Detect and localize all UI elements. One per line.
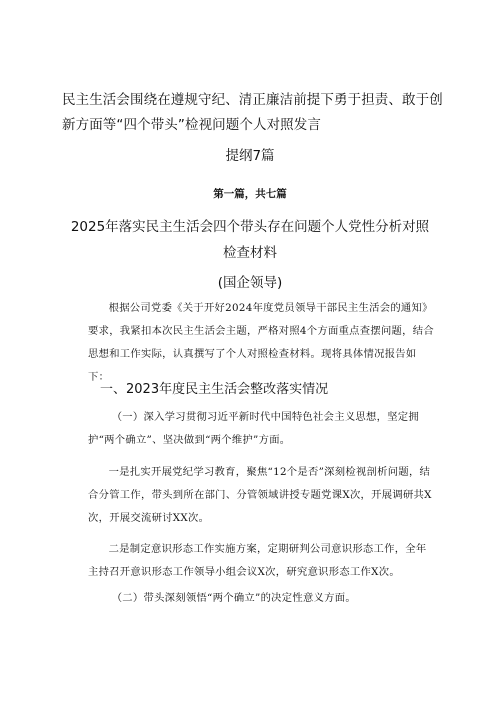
- subheading-2: （二）带头深刻领悟“两个确立”的决定性意义方面。: [111, 592, 356, 604]
- document-subtitle: 提纲7篇: [225, 148, 275, 164]
- section-heading-1: 一、2023年度民主生活会整改落实情况: [100, 382, 329, 397]
- document-title: 民主生活会围绕在遵规守纪、清正廉洁前提下勇于担责、敢于创新方面等“四个带头”检视问题个人对照发言: [62, 92, 443, 133]
- section-kicker: 第一篇，共七篇: [213, 188, 287, 200]
- paragraph-first: 一是扎实开展党纪学习教育，聚焦“12个是否”深刻检视剖析问题，结合分管工作，带头到所在部门、分管领域讲授专题党课X次，开展调研共X次，开展交流研讨XX次。: [88, 466, 432, 524]
- paragraph-second: 二是制定意识形态工作实施方案，定期研判公司意识形态工作，全年主持召开意识形态工作领导小组会议X次，研究意识形态工作X次。: [88, 543, 427, 578]
- intro-paragraph: 根据公司党委《关于开好2024年度党员领导干部民主生活会的通知》要求，我紧扣本次民主生活会主题，严格对照4个方面重点查摆问题，结合思想和工作实际，认真撰写了个人对照检查材料。现将具体情况报告如下：: [88, 302, 434, 383]
- main-heading: 2025年落实民主生活会四个带头存在问题个人党性分析对照检查材料: [70, 219, 430, 261]
- org-line: (国企领导): [217, 275, 283, 291]
- subheading-1: （一）深入学习贯彻习近平新时代中国特色社会主义思想，坚定拥护“两个确立”、坚决做到“两个维护”方面。: [88, 411, 419, 446]
